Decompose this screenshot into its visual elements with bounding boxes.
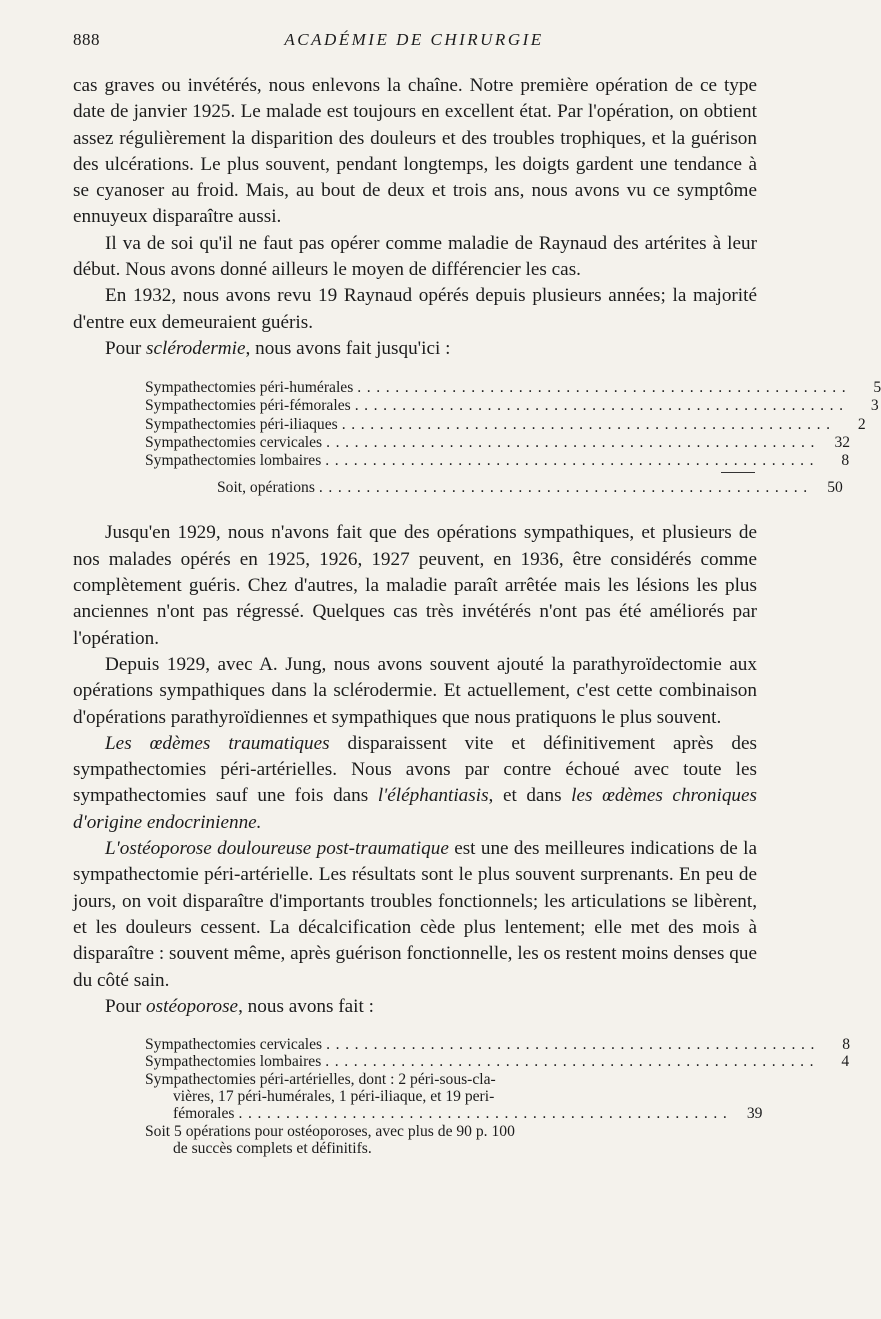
table-total-row: Soit, opérations .................................................... 50 [217, 479, 843, 497]
paragraph-arterites: Il va de soi qu'il ne faut pas opérer comme maladie de Raynaud des artérites à leur début. Nous avons donné ailleurs le moyen de différencier les cas. [73, 232, 757, 281]
page-number: 888 [73, 30, 100, 49]
table-row: Sympathectomies péri-iliaques .................................................... 2 [145, 415, 866, 433]
paragraph-sclerodermie-intro: Pour sclérodermie, nous avons fait jusqu'ici : [105, 337, 451, 359]
running-title: ACADÉMIE DE CHIRURGIE [284, 30, 544, 49]
table-row: Sympathectomies cervicales .................................................... 8 [145, 1036, 851, 1054]
table-summary: Soit 5 opérations pour ostéoporoses, avec plus de 90 p. 100 de succès complets et définitifs. [145, 1122, 515, 1157]
term-osteoporose: ostéoporose [146, 995, 239, 1017]
table-row: Sympathectomies péri-humérales .................................................... 5 [145, 379, 881, 397]
paragraph-1932-review: En 1932, nous avons revu 19 Raynaud opérés depuis plusieurs années; la majorité d'entre eux demeuraient guéris. [73, 285, 757, 333]
page-header [73, 30, 755, 56]
paragraph-oedemes: Les œdèmes traumatiques disparaissent vite et définitivement après des sympathectomies péri-artérielles. Nous avons par contre échoué avec toute les sympathectomies sauf une fois dans l'éléphantiasis, et dans les œdèmes chroniques d'origine endocrinienne. [73, 732, 758, 833]
paragraph-parathyroidectomie: Depuis 1929, avec A. Jung, nous avons souvent ajouté la parathyroïdectomie aux opérations sympathiques dans la sclérodermie. Et actuellement, c'est cette combinaison d'opérations parathyroïdiennes et sympathiques que nous pratiquons le plus souvent. [73, 653, 757, 728]
paragraph-raynaud-results: cas graves ou invétérés, nous enlevons la chaîne. Notre première opération de ce type date de janvier 1925. Le malade est toujours en excellent état. Par l'opération, on obtient assez régulièrement la disparition des douleurs et des troubles trophiques, et la guérison des ulcérations. Le plus souvent, pendant longtemps, les doigts gardent une tendance à se cyanoser au froid. Mais, au bout de deux et trois ans, nous avons vu ce symptôme ennuyeux disparaître aussi. [73, 75, 757, 228]
table-row: Sympathectomies péri-fémorales .................................................... 3 [145, 397, 879, 415]
paragraph-osteoporose: L'ostéoporose douloureuse post-traumatique est une des meilleures indications de la sympathectomie péri-artérielle. Les résultats sont le plus souvent surprenants. En peu de jours, on voit disparaître d'importants troubles fonctionnels; les articulations se libèrent, et les douleurs cessent. La décalcification cède plus lentement; elle met des mois à disparaître : souvent même, après guérison fonctionnelle, les os restent moins denses que du côté sain. [73, 838, 758, 991]
table-row: Sympathectomies péri-artérielles, dont : 2 péri-sous-cla- vières, 17 péri-humérales, 1 péri-iliaque, et 19 peri- fémorales .................................................... 39 [145, 1070, 763, 1123]
osteoporose-operations-table [145, 1036, 851, 1157]
sclerodermie-operations-table [145, 379, 881, 497]
page-body [73, 73, 881, 1157]
sum-rule [721, 472, 755, 473]
table-row: Sympathectomies lombaires .................................................... 4 [145, 1053, 850, 1071]
table-row: Sympathectomies lombaires .................................................... 8 [145, 452, 850, 470]
table-row: Sympathectomies cervicales .................................................... 32 [145, 433, 851, 451]
paragraph-sympathetic-history: Jusqu'en 1929, nous n'avons fait que des opérations sympathiques, et plusieurs de nos malades opérés en 1925, 1926, 1927 peuvent, en 1936, être considérés comme complètement guéris. Chez d'autres, la maladie paraît arrêtée mais les lésions les plus anciennes n'ont pas régressé. Quelques cas très invétérés n'ont pas été améliorés par l'opération. [73, 522, 757, 649]
paragraph-osteoporose-intro: Pour ostéoporose, nous avons fait : [105, 995, 374, 1017]
term-sclerodermie: sclérodermie [146, 337, 246, 359]
